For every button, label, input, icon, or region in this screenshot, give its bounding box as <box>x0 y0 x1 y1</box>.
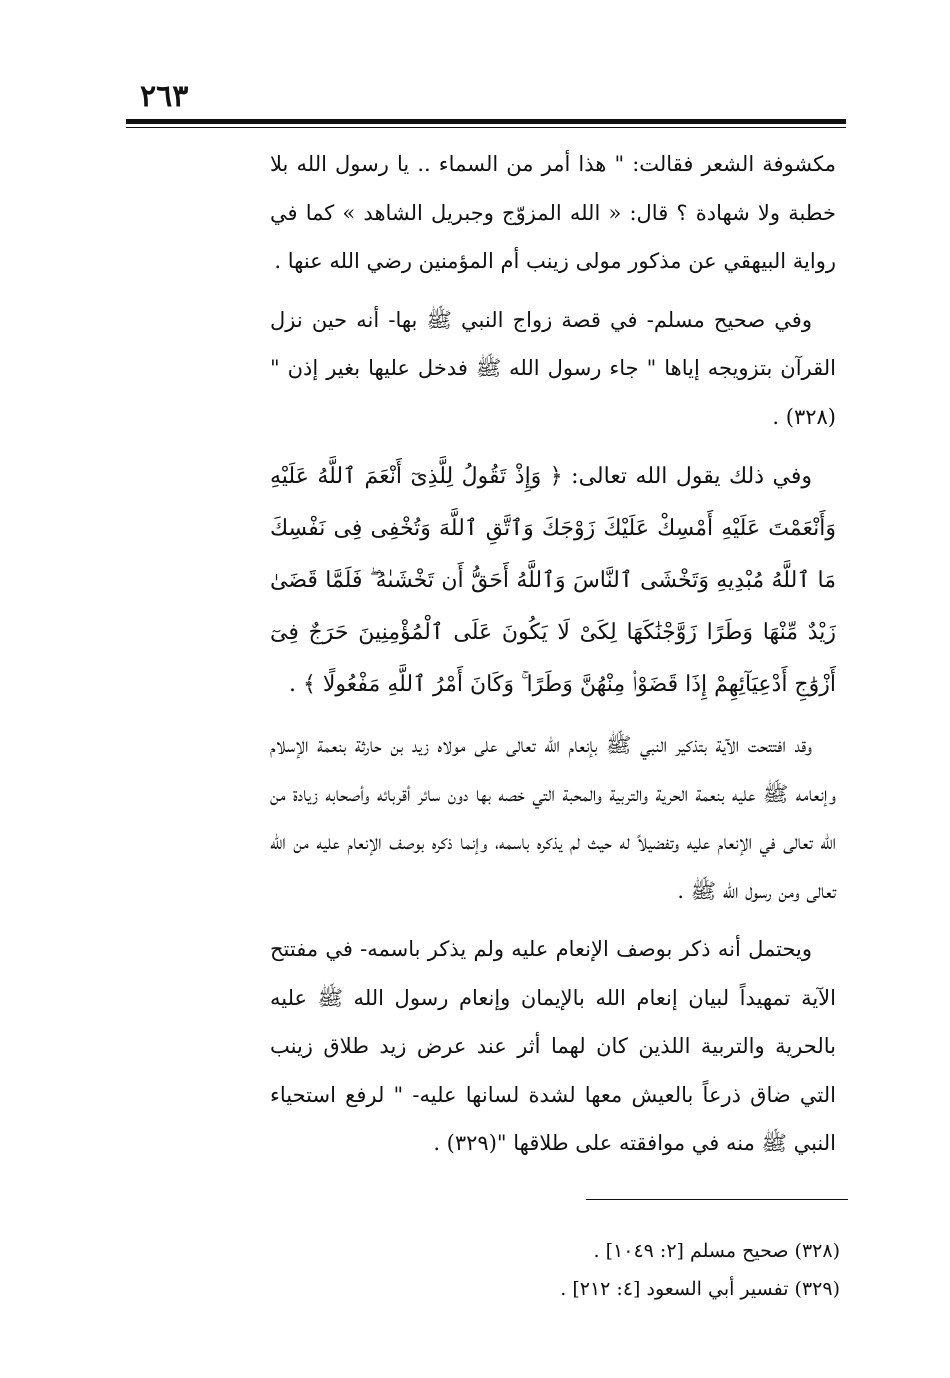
paragraph-4: وقد افتتحت الآية بتذكير النبي ﷺ بإنعام الله تعالى على مولاه زيد بن حارثة بنعمة الإسلام وإنعامه ﷺ عليه بنعمة الحرية والتربية والمحبة التي خصه بها دون سائر أقربائه وأصحابه زيادة من الله تعالى في الإنعام عليه وتفضيلاً له حيث لم يذكره باسمه، وإنما ذكره بوصف الإنعام عليه من الله تعالى ومن رسول الله ﷺ . <box>270 733 836 903</box>
footnote-separator <box>586 1199 848 1200</box>
paragraph-1: مكشوفة الشعر فقالت: " هذا أمر من السماء .. يا رسول الله بلا خطبة ولا شهادة ؟ قال: « الله المزوّج وجبريل الشاهد » كما في رواية البيهقي عن مذكور مولى زينب أم المؤمنين رضي الله عنها . <box>270 152 836 273</box>
paragraph-5: ويحتمل أنه ذكر بوصف الإنعام عليه ولم يذكر باسمه- في مفتتح الآية تمهيداً لبيان إنعام الله بالإيمان وإنعام رسول الله ﷺ عليه بالحرية والتربية اللذين كان لهما أثر عند عرض زيد طلاق زينب التي ضاق ذرعاً بالعيش معها لشدة لسانها عليه- " لرفع استحياء النبي ﷺ منه في موافقته على طلاقها "(٣٢٩) . <box>270 937 836 1155</box>
header-rule <box>126 119 846 124</box>
footnote-328: (٣٢٨) صحيح مسلم [٢: ١٠٤٩] . <box>593 1240 840 1262</box>
paragraph-3-quran-verse: وفي ذلك يقول الله تعالى: ﴿ وَإِذْ تَقُولُ لِلَّذِىٓ أَنْعَمَ ٱللَّهُ عَلَيْهِ وَأَنْعَمْتَ عَلَيْهِ أَمْسِكْ عَلَيْكَ زَوْجَكَ وَٱتَّقِ ٱللَّهَ وَتُخْفِى فِى نَفْسِكَ مَا ٱللَّهُ مُبْدِيهِ وَتَخْشَى ٱلنَّاسَ وَٱللَّهُ أَحَقُّ أَن تَخْشَىٰهُ ۖ فَلَمَّا قَضَىٰ زَيْدٌ مِّنْهَا وَطَرًا زَوَّجْنَٰكَهَا لِكَىْ لَا يَكُونَ عَلَى ٱلْمُؤْمِنِينَ حَرَجٌ فِىٓ أَزْوَٰجِ أَدْعِيَآئِهِمْ إِذَا قَضَوْا۟ مِنْهُنَّ وَطَرًا ۚ وَكَانَ أَمْرُ ٱللَّهِ مَفْعُولًا ﴾ . <box>270 464 836 697</box>
main-text <box>270 140 836 1178</box>
header-rule-thin <box>126 127 846 128</box>
footnote-329: (٣٢٩) تفسير أبي السعود [٤: ٢١٢] . <box>560 1278 840 1300</box>
paragraph-2: وفي صحيح مسلم- في قصة زواج النبي ﷺ بها- أنه حين نزل القرآن بتزويجه إياها " جاء رسول الله ﷺ فدخل عليها بغير إذن "(٣٢٨) . <box>270 307 836 429</box>
page-number: ٢٦٣ <box>140 79 189 114</box>
footnotes <box>520 1232 840 1308</box>
